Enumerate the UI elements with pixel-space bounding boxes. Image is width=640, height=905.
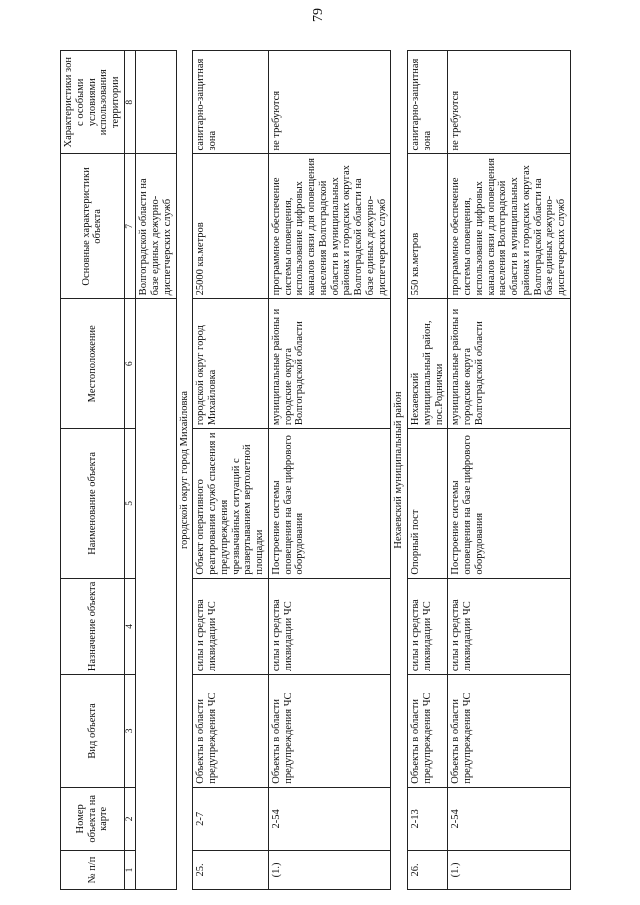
- section-title: городской округ город Михайловка: [176, 51, 193, 890]
- map-number: 2-54: [448, 787, 571, 850]
- object-purpose: силы и средства ликвидации ЧС: [193, 578, 269, 675]
- object-purpose: силы и средства ликвидации ЧС: [268, 578, 391, 675]
- column-number: 1: [124, 850, 136, 889]
- column-number: 8: [124, 51, 136, 155]
- object-characteristics: программное обеспечение системы оповещения, использование цифровых каналов связи для оповещения населения Волгоградской области в муниципальных районах и городских округах Волгоградской области на базе единых дежурно-диспетчерских служб: [448, 154, 571, 299]
- header-cell: Характеристики зон с особыми условиями использования территории: [61, 51, 125, 155]
- zone-characteristics: не требуются: [448, 51, 571, 155]
- object-location: городской округ город Михайловка: [193, 299, 269, 429]
- object-location: Нехаевский муниципальный район, пос.Роднички: [408, 299, 448, 429]
- object-name: Объект оперативного реагирования служб спасения и предупреждения чрезвычайных ситуаций с развертыванием вертолетной площадки: [193, 429, 269, 578]
- zone-characteristics: санитарно-защитная зона: [408, 51, 448, 155]
- section-title: Нехаевский муниципальный район: [391, 51, 408, 890]
- rotated-sheet: [60, 50, 616, 890]
- row-number: 26.: [408, 850, 448, 889]
- carry-over-characteristics: Волгоградской области на базе единых дежурно-диспетчерских служб: [136, 154, 176, 299]
- column-number: 5: [124, 429, 136, 578]
- object-purpose: силы и средства ликвидации ЧС: [408, 578, 448, 675]
- object-name: Построение системы оповещения на базе цифрового оборудования: [448, 429, 571, 578]
- zone-characteristics: не требуются: [268, 51, 391, 155]
- table-row: [408, 51, 448, 890]
- header-cell: Вид объекта: [61, 675, 125, 788]
- column-number-row: [124, 51, 136, 890]
- header-cell: Номер объекта на карте: [61, 787, 125, 850]
- header-cell: Наименование объекта: [61, 429, 125, 578]
- column-number: 6: [124, 299, 136, 429]
- header-row: [61, 51, 125, 890]
- object-characteristics: программное обеспечение системы оповещения, использование цифровых каналов связи для оповещения населения Волгоградской области в муниципальных районах и городских округах Волгоградской области на базе единых дежурно-диспетчерских служб: [268, 154, 391, 299]
- section-heading: [391, 51, 408, 890]
- page-number: 79: [311, 8, 326, 22]
- column-number: 7: [124, 154, 136, 299]
- object-characteristics: 550 кв.метров: [408, 154, 448, 299]
- object-type: Объекты в области предупреждения ЧС: [193, 675, 269, 788]
- header-cell: № п/п: [61, 850, 125, 889]
- object-location: муниципальные районы и городские округа Волгоградской области: [448, 299, 571, 429]
- table-row: [193, 51, 269, 890]
- row-number: 25.: [193, 850, 269, 889]
- object-name: Опорный пост: [408, 429, 448, 578]
- table-row: [448, 51, 571, 890]
- row-number: (1.): [448, 850, 571, 889]
- map-number: 2-7: [193, 787, 269, 850]
- object-type: Объекты в области предупреждения ЧС: [268, 675, 391, 788]
- object-purpose: силы и средства ликвидации ЧС: [448, 578, 571, 675]
- header-cell: Назначение объекта: [61, 578, 125, 675]
- object-type: Объекты в области предупреждения ЧС: [408, 675, 448, 788]
- object-name: Построение системы оповещения на базе цифрового оборудования: [268, 429, 391, 578]
- column-number: 2: [124, 787, 136, 850]
- object-type: Объекты в области предупреждения ЧС: [448, 675, 571, 788]
- zone-characteristics: санитарно-защитная зона: [193, 51, 269, 155]
- object-location: муниципальные районы и городские округа Волгоградской области: [268, 299, 391, 429]
- object-characteristics: 25000 кв.метров: [193, 154, 269, 299]
- carry-over-row: [136, 51, 176, 890]
- header-cell: Основные характеристики объекта: [61, 154, 125, 299]
- column-number: 4: [124, 578, 136, 675]
- section-heading: [176, 51, 193, 890]
- row-number: (1.): [268, 850, 391, 889]
- column-number: 3: [124, 675, 136, 788]
- header-cell: Местоположение: [61, 299, 125, 429]
- table-row: [268, 51, 391, 890]
- map-number: 2-13: [408, 787, 448, 850]
- objects-table: [60, 50, 571, 890]
- map-number: 2-54: [268, 787, 391, 850]
